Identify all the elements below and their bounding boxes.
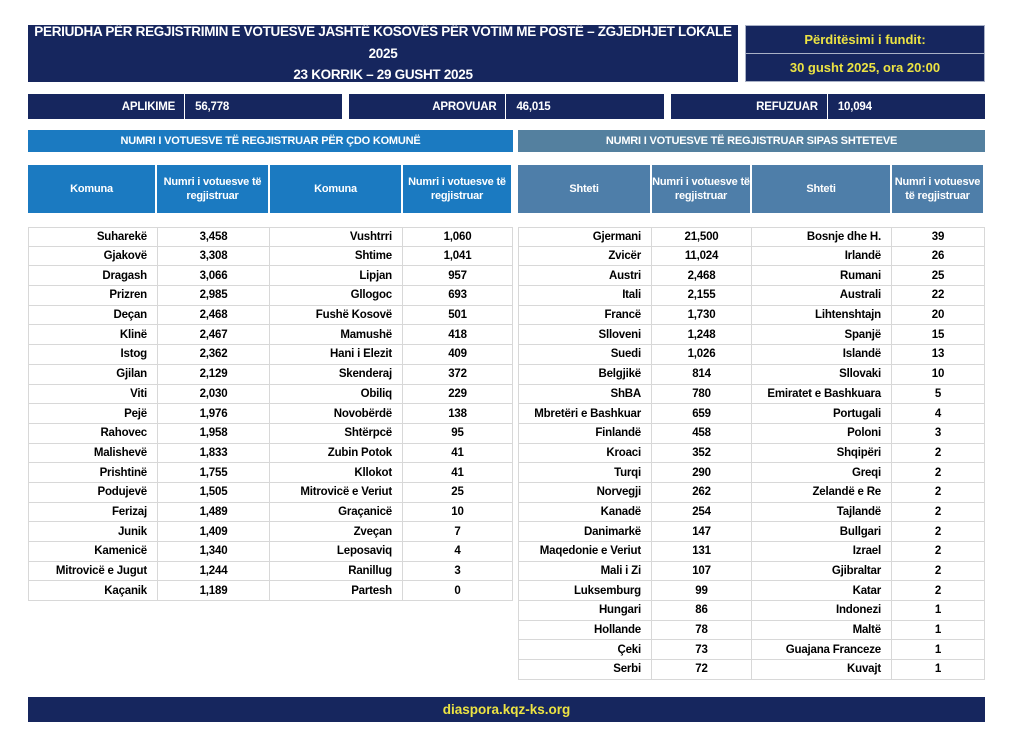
table-row: [29, 345, 270, 365]
row-name: Turqi: [519, 463, 652, 482]
row-count: 21,500: [652, 228, 752, 246]
table-row: [270, 562, 513, 582]
row-count: 3: [403, 562, 513, 581]
page-title: [28, 25, 738, 82]
table-row: [29, 325, 270, 345]
row-name: Ranillug: [270, 562, 403, 581]
table-row: [29, 385, 270, 405]
row-name: Mitrovicë e Jugut: [29, 562, 158, 581]
column-header-count: Numri i votuesve të regjistruar: [403, 165, 513, 213]
stat-aprovuar: [349, 94, 663, 119]
table-row: [270, 522, 513, 542]
row-name: Lihtenshtajn: [752, 306, 892, 325]
table-row: [29, 286, 270, 306]
table-row: [270, 463, 513, 483]
column-header-count: Numri i votuesve të regjistruar: [157, 165, 270, 213]
table-row: [519, 660, 752, 680]
stat-value: 46,015: [516, 100, 551, 113]
row-name: Itali: [519, 286, 652, 305]
states-table-2: [752, 165, 985, 680]
stat-value: 10,094: [837, 100, 872, 113]
row-name: Norvegji: [519, 483, 652, 502]
row-name: Maqedonie e Veriut: [519, 542, 652, 561]
table-row: [519, 227, 752, 247]
row-count: 2,468: [652, 266, 752, 285]
table-row: [752, 385, 985, 405]
table-row: [29, 404, 270, 424]
row-count: 1: [892, 640, 985, 659]
row-count: 2,985: [158, 286, 270, 305]
table-row: [29, 522, 270, 542]
row-name: Deçan: [29, 306, 158, 325]
row-name: Hungari: [519, 601, 652, 620]
row-name: Greqi: [752, 463, 892, 482]
table-row: [519, 345, 752, 365]
row-name: Gjermani: [519, 228, 652, 246]
table-row: [29, 227, 270, 247]
table-row: [270, 227, 513, 247]
row-count: 501: [403, 306, 513, 325]
table-row: [752, 660, 985, 680]
table-row: [270, 503, 513, 523]
stat-label: APROVUAR: [349, 94, 506, 119]
row-name: Kroaci: [519, 444, 652, 463]
table-row: [519, 621, 752, 641]
table-row: [29, 562, 270, 582]
table-row: [519, 483, 752, 503]
row-name: Mamushë: [270, 325, 403, 344]
table-row: [270, 542, 513, 562]
row-name: Klinë: [29, 325, 158, 344]
tables: [28, 165, 985, 680]
row-count: 3,308: [158, 247, 270, 266]
row-name: Podujevë: [29, 483, 158, 502]
table-row: [270, 345, 513, 365]
row-name: Lipjan: [270, 266, 403, 285]
row-count: 147: [652, 522, 752, 541]
row-name: Skenderaj: [270, 365, 403, 384]
row-name: Guajana Franceze: [752, 640, 892, 659]
row-name: Dragash: [29, 266, 158, 285]
row-count: 2: [892, 444, 985, 463]
table-header: [752, 165, 985, 213]
row-count: 1,041: [403, 247, 513, 266]
stat-label: APLIKIME: [28, 94, 185, 119]
table-row: [29, 503, 270, 523]
row-count: 107: [652, 562, 752, 581]
row-count: 2: [892, 581, 985, 600]
row-count: 1,248: [652, 325, 752, 344]
row-count: 2: [892, 542, 985, 561]
row-count: 2: [892, 503, 985, 522]
row-name: Novobërdë: [270, 404, 403, 423]
row-count: 4: [892, 404, 985, 423]
row-name: Maltë: [752, 621, 892, 640]
row-name: Bosnje dhe H.: [752, 228, 892, 246]
row-count: 15: [892, 325, 985, 344]
table-row: [752, 463, 985, 483]
row-name: Belgjikë: [519, 365, 652, 384]
row-count: 1,505: [158, 483, 270, 502]
row-name: Zvicër: [519, 247, 652, 266]
table-row: [519, 601, 752, 621]
row-count: 1,489: [158, 503, 270, 522]
row-name: Shtime: [270, 247, 403, 266]
row-name: Mitrovicë e Veriut: [270, 483, 403, 502]
column-header-count: Numri i votuesve të regjistruar: [652, 165, 752, 213]
row-name: Viti: [29, 385, 158, 404]
row-count: 2: [892, 483, 985, 502]
row-name: Kllokot: [270, 463, 403, 482]
row-count: 1: [892, 660, 985, 679]
row-count: 2: [892, 463, 985, 482]
table-row: [270, 424, 513, 444]
row-count: 41: [403, 444, 513, 463]
table-row: [270, 483, 513, 503]
last-update-label: Përditësimi i fundit:: [746, 26, 984, 54]
row-name: Hollande: [519, 621, 652, 640]
row-count: 1,755: [158, 463, 270, 482]
row-count: 458: [652, 424, 752, 443]
table-row: [29, 424, 270, 444]
row-count: 1,958: [158, 424, 270, 443]
row-count: 2,362: [158, 345, 270, 364]
table-row: [29, 247, 270, 267]
row-count: 780: [652, 385, 752, 404]
states-table-1: [518, 165, 752, 680]
table-row: [29, 444, 270, 464]
row-count: 659: [652, 404, 752, 423]
row-name: Zelandë e Re: [752, 483, 892, 502]
table-row: [752, 286, 985, 306]
row-count: 1,026: [652, 345, 752, 364]
table-header: [270, 165, 513, 213]
row-name: Australi: [752, 286, 892, 305]
column-header-state: Shteti: [752, 165, 892, 213]
row-count: 352: [652, 444, 752, 463]
row-name: Kaçanik: [29, 581, 158, 600]
row-count: 131: [652, 542, 752, 561]
row-count: 10: [892, 365, 985, 384]
row-count: 1,189: [158, 581, 270, 600]
table-row: [519, 247, 752, 267]
row-name: Ferizaj: [29, 503, 158, 522]
row-count: 39: [892, 228, 985, 246]
table-row: [519, 581, 752, 601]
row-count: 99: [652, 581, 752, 600]
table-row: [519, 325, 752, 345]
row-name: Tajlandë: [752, 503, 892, 522]
row-count: 1,060: [403, 228, 513, 246]
row-name: Rumani: [752, 266, 892, 285]
table-row: [752, 365, 985, 385]
table-row: [270, 325, 513, 345]
row-count: 73: [652, 640, 752, 659]
row-count: 26: [892, 247, 985, 266]
table-row: [519, 306, 752, 326]
row-name: ShBA: [519, 385, 652, 404]
row-name: Slloveni: [519, 325, 652, 344]
row-name: Mbretëri e Bashkuar: [519, 404, 652, 423]
table-row: [752, 581, 985, 601]
table-row: [752, 601, 985, 621]
row-count: 25: [892, 266, 985, 285]
table-body: [752, 227, 985, 680]
row-name: Indonezi: [752, 601, 892, 620]
last-update-box: [745, 25, 985, 82]
row-count: 13: [892, 345, 985, 364]
title-line-2: 23 KORRIK – 29 GUSHT 2025: [293, 67, 473, 83]
row-name: Shqipëri: [752, 444, 892, 463]
row-count: 2,155: [652, 286, 752, 305]
row-count: 1,409: [158, 522, 270, 541]
stat-label: REFUZUAR: [671, 94, 828, 119]
table-row: [752, 483, 985, 503]
row-count: 229: [403, 385, 513, 404]
table-row: [752, 266, 985, 286]
stat-refuzuar: [671, 94, 985, 119]
row-name: Bullgari: [752, 522, 892, 541]
row-name: Izrael: [752, 542, 892, 561]
table-row: [752, 306, 985, 326]
row-count: 1,340: [158, 542, 270, 561]
table-body: [28, 227, 270, 601]
row-count: 2: [892, 522, 985, 541]
section-header-states: NUMRI I VOTUESVE TË REGJISTRUAR SIPAS SHTETEVE: [518, 130, 985, 152]
footer-link[interactable]: diaspora.kqz-ks.org: [442, 702, 571, 717]
table-row: [519, 562, 752, 582]
table-row: [29, 306, 270, 326]
row-count: 2,129: [158, 365, 270, 384]
table-row: [519, 365, 752, 385]
row-count: 2,030: [158, 385, 270, 404]
table-row: [752, 404, 985, 424]
row-name: Gjakovë: [29, 247, 158, 266]
row-count: 1,730: [652, 306, 752, 325]
column-header-state: Shteti: [518, 165, 652, 213]
title-line-1: PERIUDHA PËR REGJISTRIMIN E VOTUESVE JASHTË KOSOVËS PËR VOTIM ME POSTË – ZGJEDHJET LOKALE 2025: [34, 24, 732, 61]
row-count: 1,976: [158, 404, 270, 423]
table-row: [270, 365, 513, 385]
stats-bar: [28, 94, 985, 119]
table-row: [752, 247, 985, 267]
row-count: 1,833: [158, 444, 270, 463]
row-name: Serbi: [519, 660, 652, 679]
table-row: [519, 404, 752, 424]
row-count: 693: [403, 286, 513, 305]
row-name: Kamenicë: [29, 542, 158, 561]
row-name: Graçanicë: [270, 503, 403, 522]
row-count: 78: [652, 621, 752, 640]
table-row: [519, 444, 752, 464]
row-count: 814: [652, 365, 752, 384]
row-name: Luksemburg: [519, 581, 652, 600]
last-update-value: 30 gusht 2025, ora 20:00: [789, 60, 941, 75]
row-name: Rahovec: [29, 424, 158, 443]
row-name: Suharekë: [29, 228, 158, 246]
row-name: Francë: [519, 306, 652, 325]
row-count: 3,458: [158, 228, 270, 246]
row-count: 2: [892, 562, 985, 581]
table-row: [270, 266, 513, 286]
table-row: [752, 522, 985, 542]
row-count: 72: [652, 660, 752, 679]
row-name: Islandë: [752, 345, 892, 364]
row-count: 20: [892, 306, 985, 325]
row-count: 22: [892, 286, 985, 305]
row-name: Istog: [29, 345, 158, 364]
row-name: Finlandë: [519, 424, 652, 443]
row-name: Kuvajt: [752, 660, 892, 679]
row-name: Portugali: [752, 404, 892, 423]
row-name: Hani i Elezit: [270, 345, 403, 364]
table-row: [752, 325, 985, 345]
row-name: Leposaviq: [270, 542, 403, 561]
table-row: [519, 522, 752, 542]
table-row: [752, 562, 985, 582]
section-headers: [28, 130, 985, 152]
row-count: 409: [403, 345, 513, 364]
table-row: [752, 345, 985, 365]
row-name: Prishtinë: [29, 463, 158, 482]
section-header-municipalities: NUMRI I VOTUESVE TË REGJISTRUAR PËR ÇDO KOMUNË: [28, 130, 513, 152]
table-row: [752, 621, 985, 641]
row-name: Kanadë: [519, 503, 652, 522]
row-name: Emiratet e Bashkuara: [752, 385, 892, 404]
table-row: [270, 581, 513, 601]
row-name: Mali i Zi: [519, 562, 652, 581]
row-name: Danimarkë: [519, 522, 652, 541]
row-count: 372: [403, 365, 513, 384]
row-count: 1: [892, 601, 985, 620]
table-row: [270, 306, 513, 326]
row-count: 2,468: [158, 306, 270, 325]
column-header-count: Numri i votuesve të regjistruar: [892, 165, 985, 213]
row-count: 7: [403, 522, 513, 541]
row-count: 418: [403, 325, 513, 344]
row-name: Austri: [519, 266, 652, 285]
table-row: [752, 542, 985, 562]
table-row: [519, 463, 752, 483]
table-row: [270, 444, 513, 464]
table-row: [519, 542, 752, 562]
row-count: 4: [403, 542, 513, 561]
row-name: Zveçan: [270, 522, 403, 541]
row-name: Pejë: [29, 404, 158, 423]
row-name: Irlandë: [752, 247, 892, 266]
column-header-municipality: Komuna: [28, 165, 157, 213]
table-row: [29, 483, 270, 503]
table-header: [518, 165, 752, 213]
table-row: [752, 444, 985, 464]
municipalities-table-2: [270, 165, 513, 601]
row-name: Vushtrri: [270, 228, 403, 246]
row-count: 86: [652, 601, 752, 620]
row-count: 5: [892, 385, 985, 404]
row-name: Fushë Kosovë: [270, 306, 403, 325]
row-name: Malishevë: [29, 444, 158, 463]
row-name: Shtërpcë: [270, 424, 403, 443]
table-body: [270, 227, 513, 601]
row-count: 11,024: [652, 247, 752, 266]
table-header: [28, 165, 270, 213]
row-name: Junik: [29, 522, 158, 541]
row-name: Çeki: [519, 640, 652, 659]
row-count: 1: [892, 621, 985, 640]
row-name: Partesh: [270, 581, 403, 600]
table-row: [519, 385, 752, 405]
row-name: Suedi: [519, 345, 652, 364]
row-name: Gllogoc: [270, 286, 403, 305]
row-name: Spanjë: [752, 325, 892, 344]
row-name: Gjibraltar: [752, 562, 892, 581]
row-count: 290: [652, 463, 752, 482]
municipalities-table-1: [28, 165, 270, 601]
table-row: [29, 463, 270, 483]
row-name: Poloni: [752, 424, 892, 443]
footer-bar: [28, 697, 985, 722]
row-count: 95: [403, 424, 513, 443]
table-row: [752, 503, 985, 523]
row-name: Prizren: [29, 286, 158, 305]
table-body: [518, 227, 752, 680]
row-name: Sllovaki: [752, 365, 892, 384]
row-count: 957: [403, 266, 513, 285]
row-count: 3,066: [158, 266, 270, 285]
row-count: 138: [403, 404, 513, 423]
row-name: Gjilan: [29, 365, 158, 384]
row-count: 25: [403, 483, 513, 502]
row-name: Katar: [752, 581, 892, 600]
header: [28, 25, 985, 82]
stat-value: 56,778: [195, 100, 230, 113]
row-count: 2,467: [158, 325, 270, 344]
row-count: 41: [403, 463, 513, 482]
table-row: [519, 503, 752, 523]
row-count: 254: [652, 503, 752, 522]
table-row: [519, 424, 752, 444]
row-count: 3: [892, 424, 985, 443]
table-row: [270, 385, 513, 405]
table-row: [270, 247, 513, 267]
column-header-municipality: Komuna: [270, 165, 403, 213]
table-row: [29, 365, 270, 385]
row-count: 0: [403, 581, 513, 600]
row-count: 1,244: [158, 562, 270, 581]
table-row: [752, 227, 985, 247]
row-name: Obiliq: [270, 385, 403, 404]
row-name: Zubin Potok: [270, 444, 403, 463]
table-row: [29, 542, 270, 562]
stat-aplikime: [28, 94, 342, 119]
table-row: [752, 640, 985, 660]
table-row: [519, 640, 752, 660]
row-count: 262: [652, 483, 752, 502]
table-row: [29, 581, 270, 601]
table-row: [270, 404, 513, 424]
row-count: 10: [403, 503, 513, 522]
table-row: [752, 424, 985, 444]
table-row: [519, 266, 752, 286]
table-row: [29, 266, 270, 286]
table-row: [519, 286, 752, 306]
table-row: [270, 286, 513, 306]
